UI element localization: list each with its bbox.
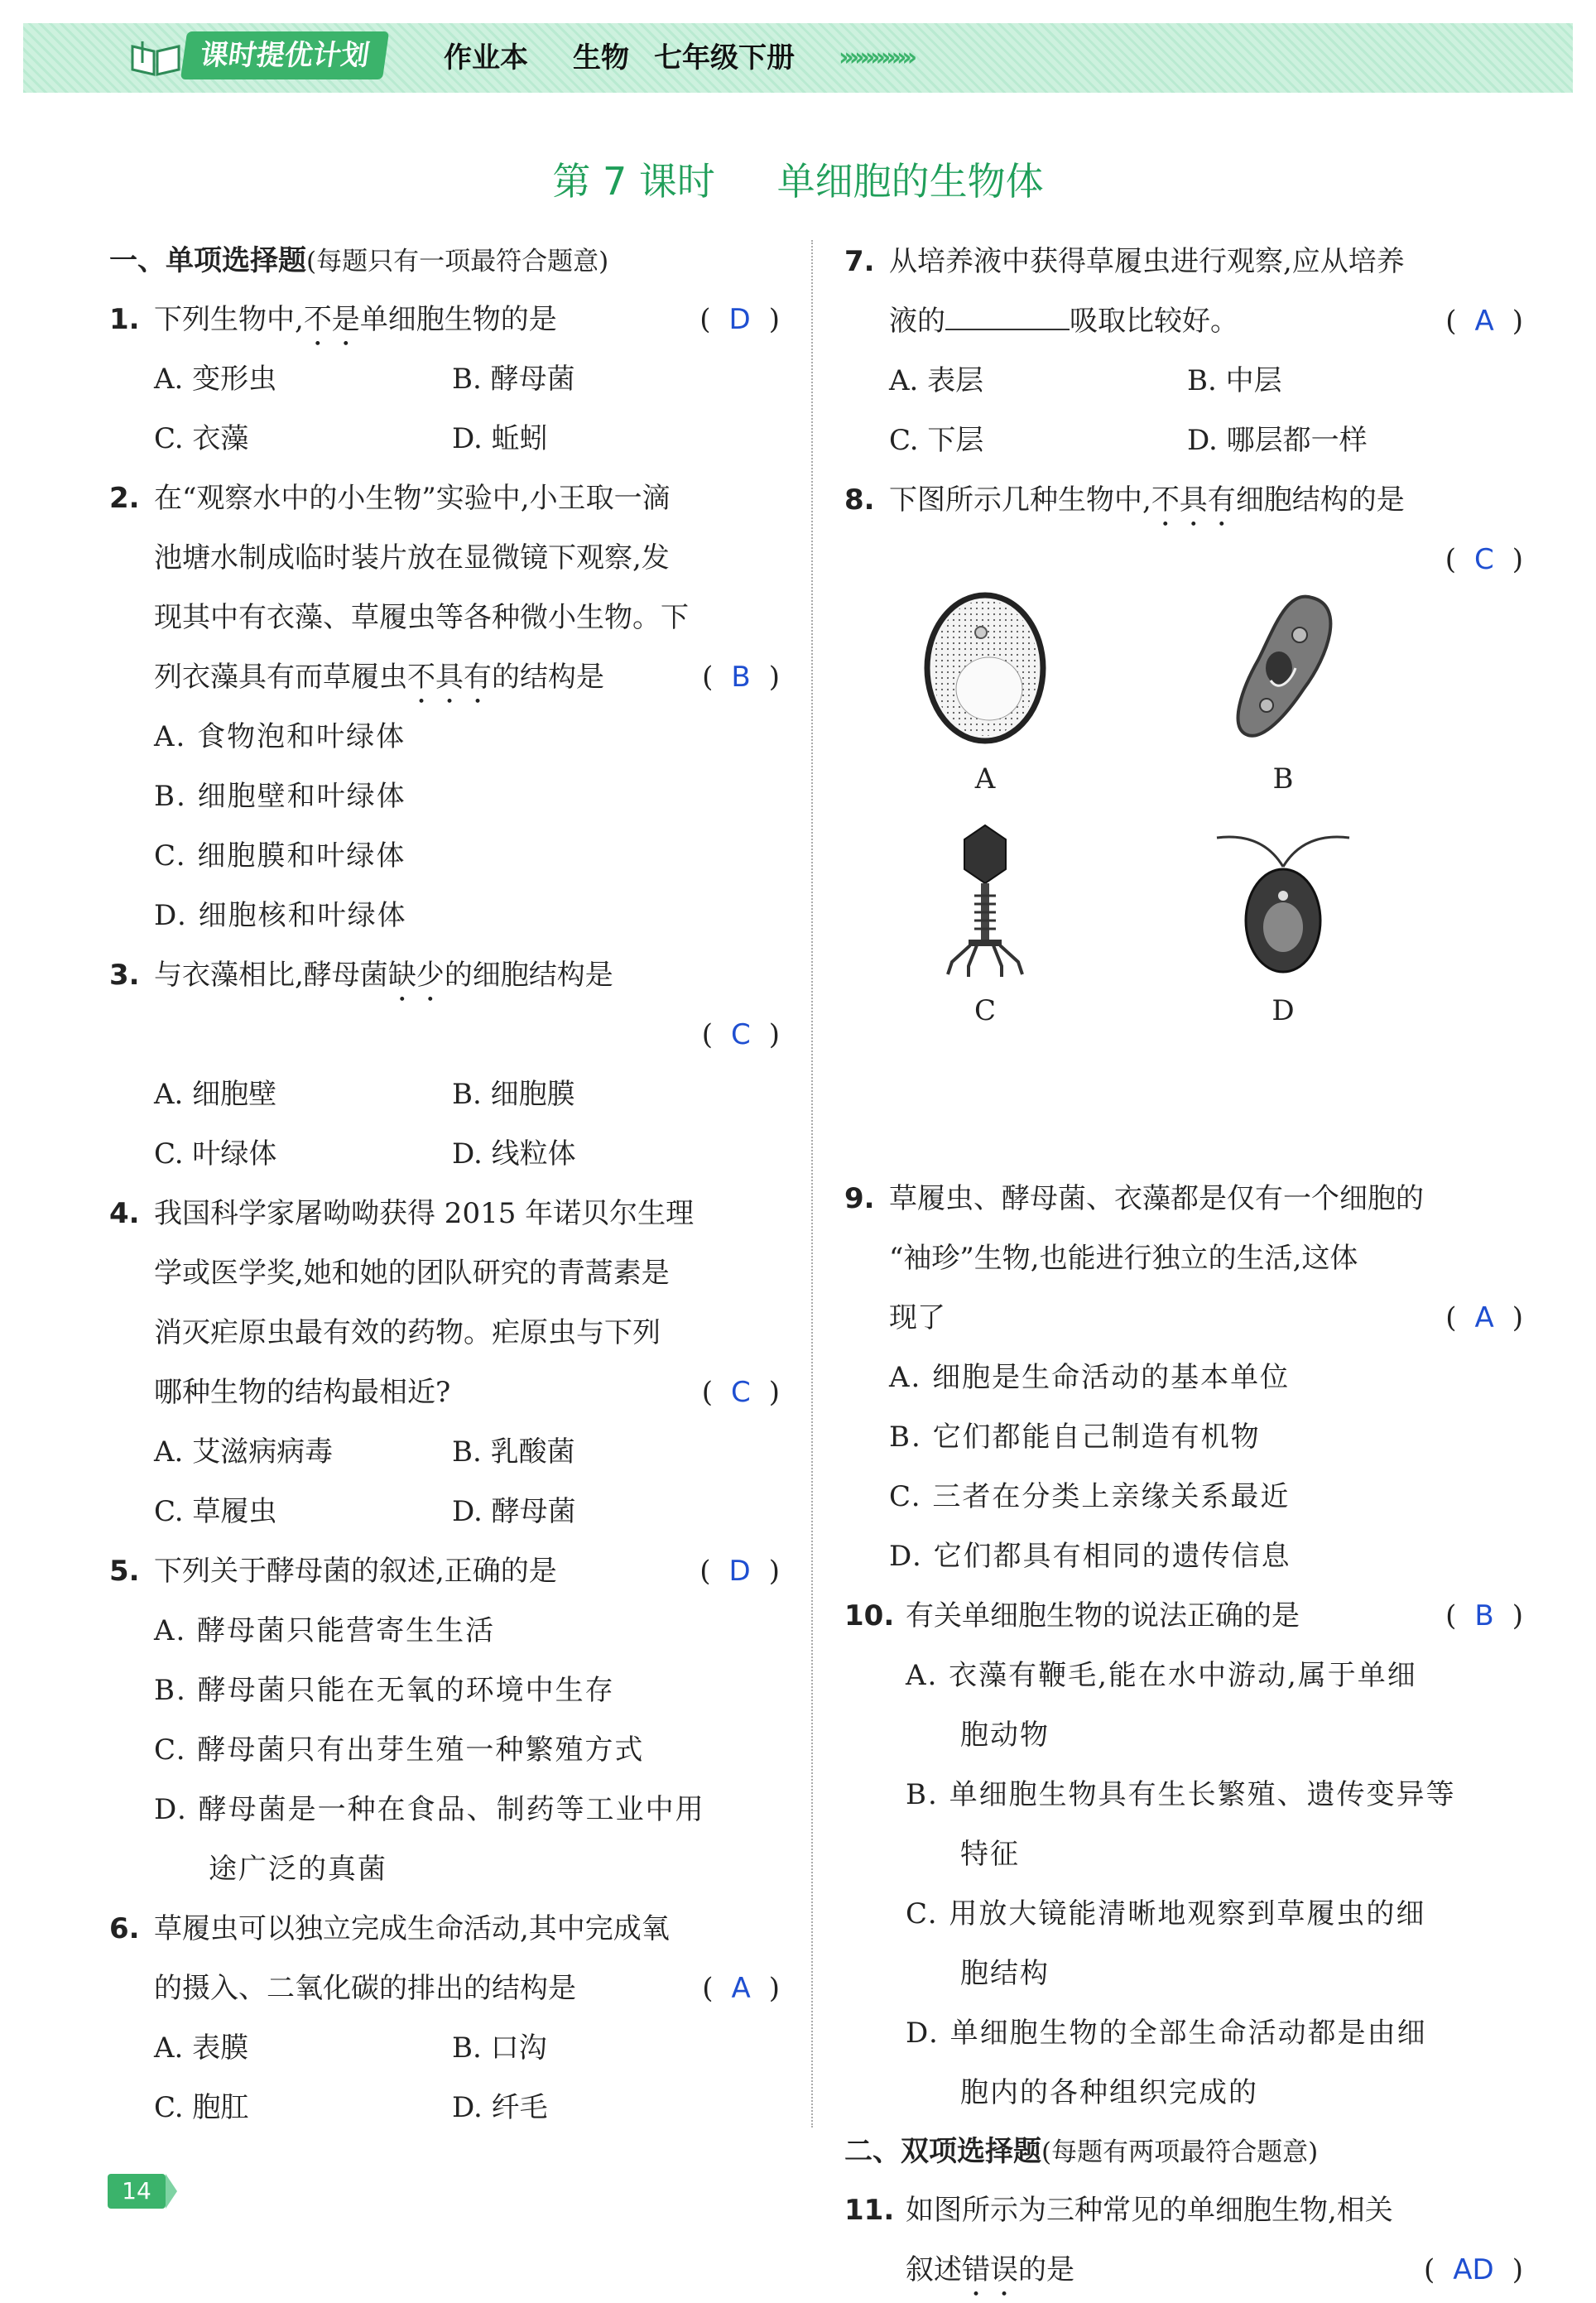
option: D. 酵母菌是一种在食品、制药等工业中用 [154,1793,705,1826]
page-number: 14 [108,2174,166,2209]
option: D. 细胞核和叶绿体 [154,899,407,932]
answer-box: ( D ) [699,1555,780,1588]
answer-value: AD [1453,2253,1494,2286]
option: C. 细胞膜和叶绿体 [154,839,406,873]
answer-box: ( A ) [1445,1301,1523,1334]
emphasis-dots: 错误 [962,2253,1018,2286]
answer-box: ( B ) [1445,1599,1523,1632]
question-7: 7. 从培养液中获得草履虫进行观察,应从培养 [844,245,1405,278]
answer-box: ( C ) [701,1018,780,1051]
emphasis-dots: 不具有 [407,661,492,694]
option: C. 酵母菌只有出芽生殖一种繁殖方式 [154,1733,645,1767]
figure-a: A [902,589,1068,796]
option: A. 衣藻有鞭毛,能在水中游动,属于单细 [906,1659,1417,1692]
option: B. 酵母菌只能在无氧的环境中生存 [154,1674,615,1707]
answer-box: ( AD ) [1424,2253,1523,2286]
book-type: 作业本 [444,41,528,75]
figure-c: C [902,821,1068,1027]
fill-blank [945,299,1070,330]
answer-value: B [1474,1599,1494,1632]
option-continued: 途广泛的真菌 [209,1853,387,1886]
header-arrows: ›››››››››››››› [839,43,913,72]
organism-figures [844,589,1523,1169]
question-8: 8. 下图所示几种生物中,不具有细胞结构的是 [844,483,1405,517]
question-10: 10. 有关单细胞生物的说法正确的是 ( B ) [844,1586,1523,1646]
question-2: 2. 在“观察水中的小生物”实验中,小王取一滴 [109,482,671,515]
bacteriophage-illustration [923,821,1047,978]
answer-value: D [728,1555,751,1588]
options-row: C. 下层 D. 哪层都一样 [889,424,1368,457]
options-row: C. 叶绿体 D. 线粒体 [154,1137,576,1171]
figure-b: B [1200,589,1366,796]
options-row: C. 衣藻 D. 蚯蚓 [154,422,548,455]
grade: 七年级下册 [654,41,795,75]
option: A. 食物泡和叶绿体 [154,720,406,753]
page-number-arrow-icon [166,2174,177,2209]
answer-value: C [730,1376,751,1409]
answer-box: ( C ) [1445,543,1523,576]
option: B. 单细胞生物具有生长繁殖、遗传变异等 [906,1778,1456,1811]
lesson-number: 第 7 课时 [552,159,715,204]
option: A. 酵母菌只能营寄生生活 [154,1614,496,1647]
page-title [0,151,1596,206]
options-row: A. 细胞壁 B. 细胞膜 [154,1078,575,1111]
answer-box: ( D ) [699,303,780,336]
option-continued: 特征 [960,1838,1020,1871]
paramecium-illustration [1221,589,1345,747]
option: B. 它们都能自己制造有机物 [889,1421,1261,1454]
question-11: 11. 如图所示为三种常见的单细胞生物,相关 [844,2194,1393,2227]
lesson-topic: 单细胞的生物体 [776,159,1044,204]
question-9: 9. 草履虫、酵母菌、衣藻都是仅有一个细胞的 [844,1182,1424,1215]
answer-value: C [1473,543,1494,576]
answer-box: ( A ) [1445,305,1523,338]
question-5: 5. 下列关于酵母菌的叙述,正确的是 ( D ) [109,1541,780,1601]
answer-value: A [731,1972,751,2005]
answer-value: B [731,661,751,694]
options-row: A. 变形虫 B. 酵母菌 [154,363,575,396]
left-column: 一、单项选择题(每题只有一项最符合题意) 1. 下列生物中,不是单细胞生物的是 ( D ) A. 变形虫 B. 酵母菌 C. 衣藻 D. 蚯蚓 2. 在“观察水中的小生物”实验中,小王取一滴 池塘水制成临时装片放在显微镜下观察,发 现其中有衣藻、草履虫等各种微小生物。下 列衣藻具有而草履虫不具有的结构是 ( B ) A. 食物泡和叶绿体 B. 细胞壁和叶绿体 C. 细胞膜和叶绿体 D. 细胞核和叶绿体 3. 与衣藻相比,酵母菌缺少的细胞结构是 ( C ) A. 细胞壁 B. 细胞膜 C. 叶绿体 D. 线粒体 4. 我国科学家屠呦呦获得 2015 年诺贝尔生理 学或医学奖,她和她的团队研究的青蒿素是 消灭疟原虫最有效的药物。疟原虫与下列 哪种生物的结构最相近? ( C ) A. 艾滋病病毒 B. 乳酸菌 C. 草履虫 D. 酵母菌 5. 下列关于酵母菌的叙述,正确的是 ( D ) A. 酵母菌只能营寄生生活 B. 酵母菌只能在无氧的环境中生存 C. 酵母菌只有出芽生殖一种繁殖方式 D. 酵母菌是一种在食品、制药等工业中用 途广泛的真菌 6. 草履虫可以独立完成生命活动,其中完成氧 的摄入、二氧化碳的排出的结构是 ( A ) A. 表膜 B. 口沟 C. 胞肛 D. 纤毛 [109,232,780,2137]
options-row: C. 胞肛 D. 纤毛 [154,2091,548,2124]
book-icon [131,38,180,76]
option: D. 它们都具有相同的遗传信息 [889,1540,1291,1573]
section-heading-single: 一、单项选择题(每题只有一项最符合题意) [109,244,609,277]
subject: 生物 [573,41,629,75]
answer-box: ( A ) [702,1972,780,2005]
emphasis-dots: 不具有 [1151,483,1236,517]
option: D. 单细胞生物的全部生命活动都是由细 [906,2017,1427,2050]
question-3: 3. 与衣藻相比,酵母菌缺少的细胞结构是 [109,959,613,992]
option: C. 三者在分类上亲缘关系最近 [889,1480,1291,1513]
question-4: 4. 我国科学家屠呦呦获得 2015 年诺贝尔生理 [109,1197,695,1230]
answer-box: ( B ) [702,661,780,694]
answer-box: ( C ) [701,1376,780,1409]
figure-d: D [1200,821,1366,1027]
options-row: A. 表层 B. 中层 [889,364,1282,397]
yeast-cell-illustration [923,589,1047,747]
section-heading-double: 二、双项选择题(每题有两项最符合题意) [844,2135,1319,2168]
question-6: 6. 草履虫可以独立完成生命活动,其中完成氧 [109,1912,670,1945]
emphasis-dots: 缺少 [387,959,445,992]
options-row: A. 艾滋病病毒 B. 乳酸菌 [154,1435,575,1469]
option: B. 细胞壁和叶绿体 [154,780,406,813]
answer-value: A [1474,1301,1494,1334]
chlamydomonas-illustration [1204,821,1362,978]
option-continued: 胞动物 [960,1719,1050,1752]
page-header [23,23,1573,93]
question-1: 1. 下列生物中,不是单细胞生物的是 ( D ) [109,290,780,349]
option-continued: 胞结构 [960,1957,1050,1990]
answer-value: A [1474,305,1494,338]
options-row: A. 表膜 B. 口沟 [154,2031,547,2065]
answer-value: D [728,303,751,336]
option-continued: 胞内的各种组织完成的 [960,2076,1258,2109]
emphasis-dots: 不是 [303,303,360,336]
option: C. 用放大镜能清晰地观察到草履虫的细 [906,1897,1426,1930]
column-divider [811,240,813,2128]
brand-logo: 课时提优计划 [180,31,389,79]
answer-value: C [730,1018,751,1051]
right-column: 7. 从培养液中获得草履虫进行观察,应从培养 液的 吸取比较好。 ( A ) A. 表层 B. 中层 C. 下层 D. 哪层都一样 8. 下图所示几种生物中,不具有细胞结构的是 ( C ) A B C D 9. 草履虫、酵母菌、衣藻都是仅有一个细胞的 “袖珍”生物,也能进行独立的生活,这体 现了 ( A ) A. 细胞是生命活动的基本单位 B. 它们都能自己制造有机物 C. 三者在分类上亲缘关系最近 D. 它们都具有相同的遗传信息 10. 有关单细胞生物的说法正确的是 ( B ) A. 衣藻有鞭毛,能在水中游动,属于单细 胞动物 B. 单细胞生物具有生长繁殖、遗传变异等 特征 C. 用放大镜能清晰地观察到草履虫的细 胞结构 D. 单细胞生物的全部生命活动都是由细 胞内的各种组织完成的 二、双项选择题(每题有两项最符合题意) 11. 如图所示为三种常见的单细胞生物,相关 叙述错误的是 ( AD ) [844,232,1523,2300]
option: A. 细胞是生命活动的基本单位 [889,1361,1291,1394]
options-row: C. 草履虫 D. 酵母菌 [154,1495,576,1528]
